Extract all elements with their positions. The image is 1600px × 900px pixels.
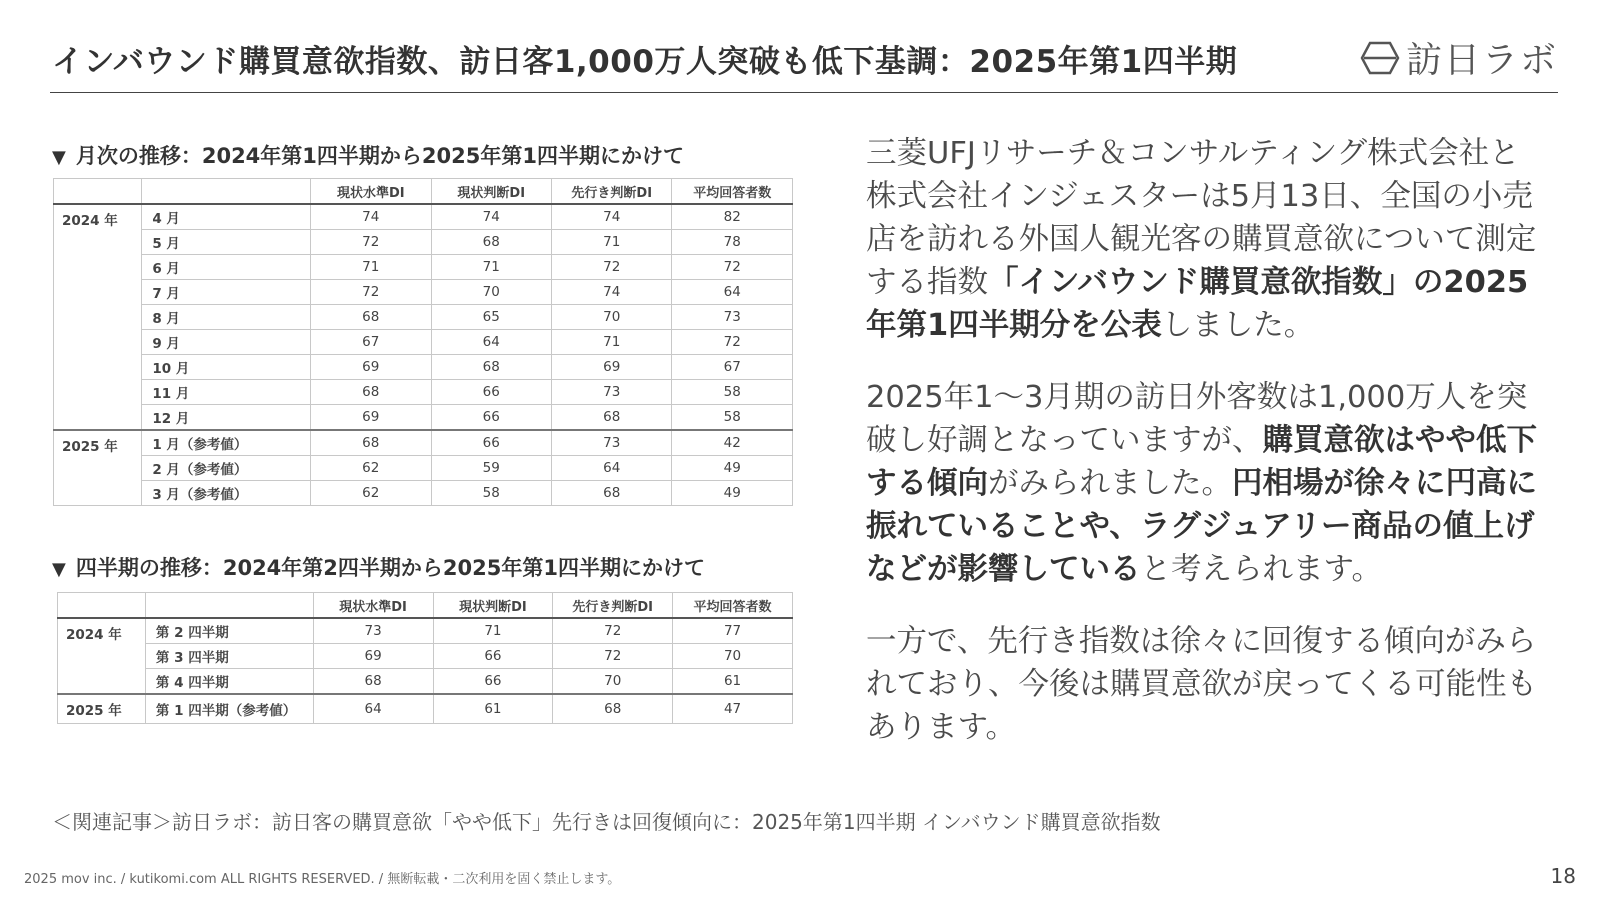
- cell: 49: [672, 456, 793, 481]
- cell: 62: [311, 481, 431, 506]
- row-label: 第 4 四半期: [145, 669, 313, 695]
- row-label: 2 月（参考値）: [142, 456, 311, 481]
- cell: 61: [673, 669, 793, 695]
- column-header: 現状水準DI: [311, 179, 431, 205]
- cell: 72: [311, 230, 431, 255]
- table-row: [58, 669, 793, 695]
- cell: 65: [431, 305, 551, 330]
- year-label: 2025 年: [58, 694, 146, 724]
- body-text: がみられました。: [988, 466, 1232, 501]
- row-label: 10 月: [142, 355, 311, 380]
- cell: 62: [311, 456, 431, 481]
- row-label: 第 1 四半期（参考値）: [145, 694, 313, 724]
- cell: 58: [672, 380, 793, 405]
- table-row: [54, 280, 793, 305]
- table-row: [54, 330, 793, 355]
- cell: 68: [431, 355, 551, 380]
- cell: 69: [551, 355, 671, 380]
- cell: 70: [431, 280, 551, 305]
- table-row: [58, 618, 793, 644]
- cell: 69: [313, 644, 433, 669]
- cell: 71: [311, 255, 431, 280]
- monthly-heading: [52, 140, 684, 170]
- table-row: [54, 355, 793, 380]
- cell: 73: [313, 618, 433, 644]
- cell: 68: [551, 405, 671, 431]
- cell: 70: [673, 644, 793, 669]
- table-row: [54, 405, 793, 431]
- page-title: インバウンド購買意欲指数、訪日客1,000万人突破も低下基調：2025年第1四半期: [52, 44, 1238, 80]
- cell: 58: [431, 481, 551, 506]
- body-emphasis: 円相場が徐々に円高に振れていることや、ラグジュアリー商品の値上げなどが影響している: [866, 466, 1537, 587]
- cell: 66: [433, 644, 553, 669]
- logo-icon: [1360, 40, 1400, 76]
- table-row: [54, 230, 793, 255]
- cell: 64: [313, 694, 433, 724]
- triangle-down-icon: ▼: [52, 559, 66, 580]
- cell: 66: [431, 380, 551, 405]
- row-label: 8 月: [142, 305, 311, 330]
- cell: 66: [431, 405, 551, 431]
- column-header: 先行き判断DI: [551, 179, 671, 205]
- cell: 71: [551, 330, 671, 355]
- row-label: 5 月: [142, 230, 311, 255]
- cell: 72: [551, 255, 671, 280]
- cell: 69: [311, 355, 431, 380]
- cell: 71: [551, 230, 671, 255]
- cell: 77: [673, 618, 793, 644]
- cell: 74: [551, 280, 671, 305]
- body-text: と考えられます。: [1140, 552, 1383, 587]
- cell: 64: [431, 330, 551, 355]
- row-label: 第 2 四半期: [145, 618, 313, 644]
- cell: 74: [551, 204, 671, 230]
- table-header-row: [58, 593, 793, 619]
- cell: 68: [551, 481, 671, 506]
- quarterly-heading: [52, 552, 705, 582]
- cell: 72: [553, 644, 673, 669]
- row-label: 11 月: [142, 380, 311, 405]
- row-label: 3 月（参考値）: [142, 481, 311, 506]
- header: [50, 30, 1558, 93]
- body-paragraph-1: [866, 132, 1546, 347]
- monthly-heading-text: 月次の推移：2024年第1四半期から2025年第1四半期にかけて: [75, 144, 684, 168]
- cell: 70: [553, 669, 673, 695]
- row-label: 4 月: [142, 204, 311, 230]
- monthly-table: [53, 178, 793, 506]
- table-row: [54, 481, 793, 506]
- column-header: 現状判断DI: [431, 179, 551, 205]
- cell: 74: [431, 204, 551, 230]
- cell: 71: [431, 255, 551, 280]
- cell: 72: [553, 618, 673, 644]
- logo: [1360, 32, 1558, 83]
- cell: 68: [311, 305, 431, 330]
- cell: 49: [672, 481, 793, 506]
- table-header-row: [54, 179, 793, 205]
- table-row: [54, 456, 793, 481]
- row-label: 1 月（参考値）: [142, 430, 311, 456]
- triangle-down-icon: ▼: [52, 147, 66, 168]
- year-label: 2025 年: [54, 430, 142, 506]
- cell: 67: [311, 330, 431, 355]
- cell: 47: [673, 694, 793, 724]
- cell: 68: [431, 230, 551, 255]
- quarterly-heading-text: 四半期の推移：2024年第2四半期から2025年第1四半期にかけて: [75, 556, 705, 580]
- cell: 68: [553, 694, 673, 724]
- cell: 59: [431, 456, 551, 481]
- cell: 73: [672, 305, 793, 330]
- related-article-link[interactable]: ＜関連記事＞訪日ラボ：訪日客の購買意欲「やや低下」先行きは回復傾向に：2025年第1四半期 インバウンド購買意欲指数: [52, 810, 1161, 834]
- cell: 72: [672, 255, 793, 280]
- table-row: [58, 644, 793, 669]
- cell: 82: [672, 204, 793, 230]
- table-row: [58, 694, 793, 724]
- cell: 68: [311, 430, 431, 456]
- cell: 69: [311, 405, 431, 431]
- column-header: 平均回答者数: [673, 593, 793, 619]
- column-header: 現状水準DI: [313, 593, 433, 619]
- cell: 42: [672, 430, 793, 456]
- row-label: 9 月: [142, 330, 311, 355]
- body-text: 2025年1〜3月期の訪日外客数は1,000万人を突破し好調となっていますが、: [866, 380, 1528, 458]
- body-paragraph-3: [866, 620, 1546, 749]
- cell: 68: [311, 380, 431, 405]
- column-header: 現状判断DI: [433, 593, 553, 619]
- cell: 70: [551, 305, 671, 330]
- year-label: 2024 年: [54, 204, 142, 430]
- cell: 66: [431, 430, 551, 456]
- row-label: 6 月: [142, 255, 311, 280]
- cell: 67: [672, 355, 793, 380]
- body-emphasis: 購買意欲はやや低下する傾向: [866, 423, 1537, 501]
- logo-text: 訪日ラボ: [1405, 40, 1558, 81]
- table-row: [54, 380, 793, 405]
- cell: 61: [433, 694, 553, 724]
- year-label: 2024 年: [58, 618, 146, 694]
- table-row: [54, 430, 793, 456]
- body-emphasis: 「インバウンド購買意欲指数」の2025年第1四半期分を公表: [866, 265, 1529, 343]
- row-label: 7 月: [142, 280, 311, 305]
- cell: 78: [672, 230, 793, 255]
- body-text: 三菱UFJリサーチ＆コンサルティング株式会社と株式会社インジェスターは5月13日、全国の小売店を訪れる外国人観光客の購買意欲について測定する指数: [866, 136, 1537, 300]
- page-number: 18: [1550, 864, 1576, 888]
- cell: 71: [433, 618, 553, 644]
- cell: 64: [672, 280, 793, 305]
- quarterly-table: [57, 592, 793, 724]
- column-header: 平均回答者数: [672, 179, 793, 205]
- cell: 68: [313, 669, 433, 695]
- table-row: [54, 204, 793, 230]
- copyright-notice: 2025 mov inc. / kutikomi.com ALL RIGHTS RESERVED. / 無断転載・二次利用を固く禁止します。: [24, 872, 621, 887]
- cell: 58: [672, 405, 793, 431]
- row-label: 第 3 四半期: [145, 644, 313, 669]
- table-row: [54, 255, 793, 280]
- row-label: 12 月: [142, 405, 311, 431]
- cell: 64: [551, 456, 671, 481]
- cell: 72: [311, 280, 431, 305]
- cell: 66: [433, 669, 553, 695]
- body-paragraph-2: [866, 376, 1546, 591]
- body-text: 一方で、先行き指数は徐々に回復する傾向がみられており、今後は購買意欲が戻ってくる可能性もあります。: [866, 624, 1537, 745]
- table-row: [54, 305, 793, 330]
- body-text: しました。: [1161, 308, 1315, 343]
- cell: 72: [672, 330, 793, 355]
- column-header: 先行き判断DI: [553, 593, 673, 619]
- cell: 74: [311, 204, 431, 230]
- cell: 73: [551, 430, 671, 456]
- cell: 73: [551, 380, 671, 405]
